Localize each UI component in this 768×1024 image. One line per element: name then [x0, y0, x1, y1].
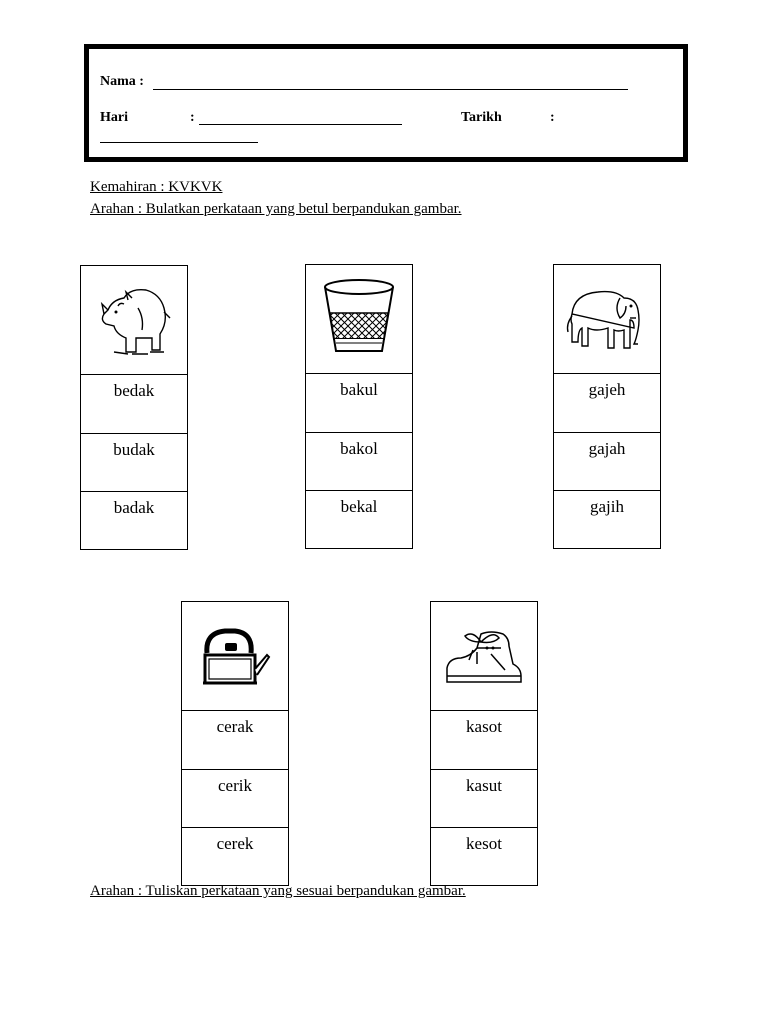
- option-word[interactable]: kesot: [431, 827, 537, 885]
- option-word[interactable]: bedak: [113, 381, 155, 400]
- picture-cell: [431, 602, 537, 711]
- option-word[interactable]: kasut: [431, 769, 537, 827]
- student-info-box: [84, 44, 688, 162]
- basket-icon: [320, 277, 398, 361]
- option-word[interactable]: bakol: [306, 432, 412, 490]
- instruction-circle: Arahan : Bulatkan perkataan yang betul berpandukan gambar.: [90, 201, 462, 217]
- option-word[interactable]: budak: [81, 433, 187, 491]
- word-card-elephant: [553, 264, 661, 549]
- picture-cell: [81, 266, 187, 375]
- option-word[interactable]: bekal: [306, 490, 412, 548]
- word-card-basket: [305, 264, 413, 549]
- date-field[interactable]: [100, 142, 258, 143]
- name-field[interactable]: [153, 89, 628, 90]
- picture-cell: [554, 265, 660, 374]
- option-word[interactable]: cerek: [182, 827, 288, 885]
- option-word[interactable]: kasot: [466, 717, 502, 736]
- day-colon: :: [190, 110, 195, 125]
- skill-heading: Kemahiran : KVKVK: [90, 179, 223, 195]
- word-card-kettle: [181, 601, 289, 886]
- word-card-shoe: [430, 601, 538, 886]
- instruction-write: Arahan : Tuliskan perkataan yang sesuai berpandukan gambar.: [90, 883, 466, 899]
- date-colon: :: [550, 110, 555, 125]
- day-label: Hari: [100, 110, 128, 125]
- shoe-icon: [443, 624, 525, 688]
- option-word[interactable]: gajah: [554, 432, 660, 490]
- option-word[interactable]: gajeh: [588, 380, 626, 399]
- rhinoceros-icon: [94, 278, 174, 362]
- option-word[interactable]: cerak: [216, 717, 254, 736]
- picture-cell: [182, 602, 288, 711]
- word-card-rhinoceros: [80, 265, 188, 550]
- elephant-icon: [564, 284, 650, 354]
- day-field[interactable]: [199, 124, 402, 125]
- option-word[interactable]: bakul: [340, 380, 378, 399]
- picture-cell: [306, 265, 412, 374]
- date-label: Tarikh: [461, 110, 502, 125]
- option-word[interactable]: badak: [81, 491, 187, 549]
- option-word[interactable]: gajih: [554, 490, 660, 548]
- option-word[interactable]: cerik: [182, 769, 288, 827]
- kettle-icon: [199, 625, 271, 687]
- name-label: Nama :: [100, 74, 144, 89]
